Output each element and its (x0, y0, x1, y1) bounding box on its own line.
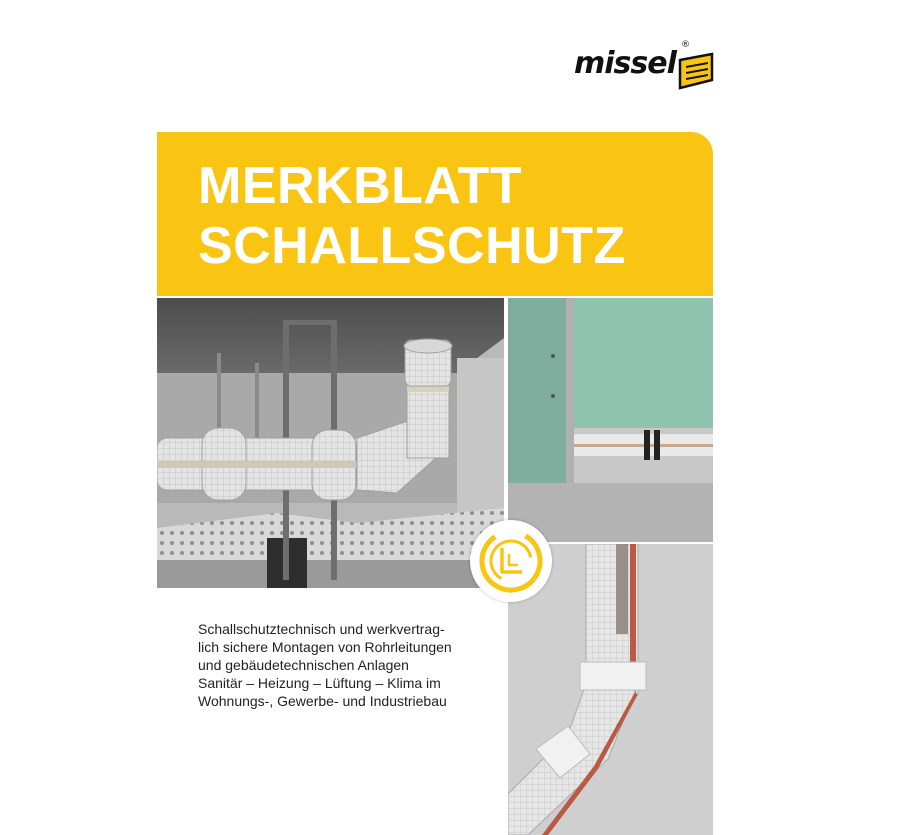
logo-wordmark: missel (574, 46, 676, 81)
description-line: Sanitär – Heizung – Lüftung – Klima im (198, 675, 441, 691)
title-line-1: MERKBLATT (198, 157, 523, 215)
sound-protection-badge (470, 520, 552, 602)
pipe-through-wall-image (508, 298, 713, 542)
description-line: Wohnungs-, Gewerbe- und Industriebau (198, 693, 447, 709)
logo-registered-mark: ® (681, 40, 690, 50)
sound-protection-icon (470, 520, 552, 602)
description-text (198, 620, 498, 710)
description-line: und gebäudetechnischen Anlagen (198, 657, 409, 673)
title-banner (157, 132, 713, 296)
brand-logo (574, 40, 716, 90)
title-line-2: SCHALLSCHUTZ (198, 217, 626, 275)
duct-installation-image (157, 298, 504, 588)
description-line: Schallschutztechnisch und werkvertrag- (198, 621, 445, 637)
missel-logo-icon (678, 50, 714, 90)
description-line: lich sichere Montagen von Rohrleitungen (198, 639, 452, 655)
